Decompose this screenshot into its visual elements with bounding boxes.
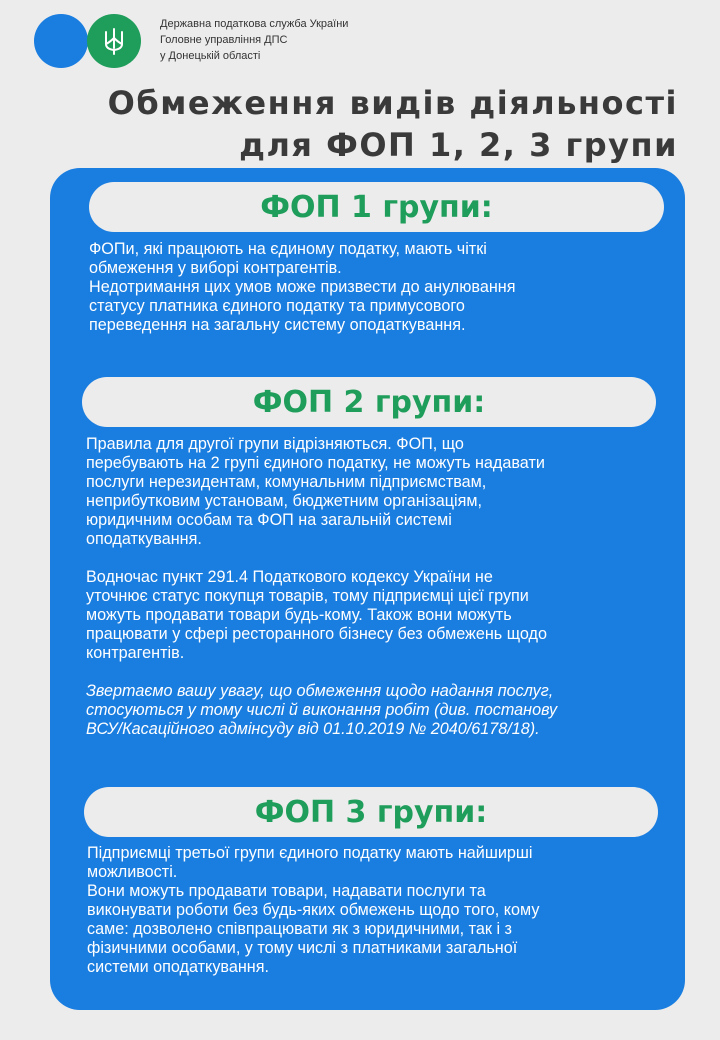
text-line: фізичними особами, у тому числі з платниками загальної: [87, 939, 518, 957]
text-line: оподаткування.: [86, 530, 202, 548]
note-line: [86, 720, 557, 739]
note-text: стосуються у тому числі й виконання робіт (див. постанову: [86, 701, 558, 719]
group1-heading: ФОП 1 групи:: [89, 182, 664, 232]
org-line: Головне управління ДПС: [160, 34, 288, 46]
group3-heading: ФОП 3 групи:: [84, 787, 658, 837]
text-line: уточнює статус покупця товарів, тому підприємці цієї групи: [86, 587, 529, 605]
text-line: обмеження у виборі контрагентів.: [89, 259, 342, 277]
text-line: можуть продавати товари будь-кому. Також вони можуть: [86, 606, 512, 624]
text-line: виконувати роботи без будь-яких обмежень щодо того, кому: [87, 901, 540, 919]
text-line: саме: дозволено співпрацювати як з юридичними, так і з: [87, 920, 512, 938]
organization-name: [160, 16, 348, 64]
text-line: системи оподаткування.: [87, 958, 269, 976]
text-line: контрагентів.: [86, 644, 185, 662]
text-line: переведення на загальну систему оподаткування.: [89, 316, 466, 334]
text-line: неприбутковим установам, бюджетним організаціям,: [86, 492, 483, 510]
text-line: послуги нерезидентам, комунальним підприємствам,: [86, 473, 487, 491]
page-title-line1: Обмеження видів діяльності: [107, 84, 678, 122]
dps-logo-blue-circle: [34, 14, 88, 68]
page-title: [108, 82, 678, 166]
text-line: працювати у сфері ресторанного бізнесу без обмежень щодо: [86, 625, 547, 643]
trident-icon: [103, 26, 125, 56]
page-title-line2: для ФОП 1, 2, 3 групи: [239, 126, 678, 164]
text-line: Правила для другої групи відрізняються. ФОП, що: [86, 435, 464, 453]
text-line: можливості.: [87, 863, 178, 881]
text-line: перебувають на 2 групі єдиного податку, не можуть надавати: [86, 454, 545, 472]
group2-heading: ФОП 2 групи:: [82, 377, 656, 427]
text-line: юридичним особам та ФОП на загальній системі: [86, 511, 452, 529]
org-line: Державна податкова служба України: [160, 18, 349, 30]
note-text: ВСУ/Касаційного адмінсуду від 01.10.2019 № 2040/6178/18).: [86, 720, 540, 738]
note-text: Звертаємо вашу увагу, що обмеження щодо надання послуг,: [86, 682, 554, 700]
text-line: статусу платника єдиного податку та примусового: [89, 297, 465, 315]
org-line: у Донецькій області: [160, 50, 261, 62]
group2-text: [86, 435, 557, 739]
note-line: [86, 682, 557, 701]
text-line: Підприємці третьої групи єдиного податку мають найширші: [87, 844, 533, 862]
text-line: Вони можуть продавати товари, надавати послуги та: [87, 882, 486, 900]
dps-logo-green-circle: [87, 14, 141, 68]
group1-text: [89, 240, 515, 335]
note-line: [86, 701, 557, 720]
text-line: ФОПи, які працюють на єдиному податку, мають чіткі: [89, 240, 487, 258]
group3-text: [87, 844, 539, 977]
text-line: Недотримання цих умов може призвести до анулювання: [89, 278, 516, 296]
text-line: Водночас пункт 291.4 Податкового кодексу України не: [86, 568, 493, 586]
